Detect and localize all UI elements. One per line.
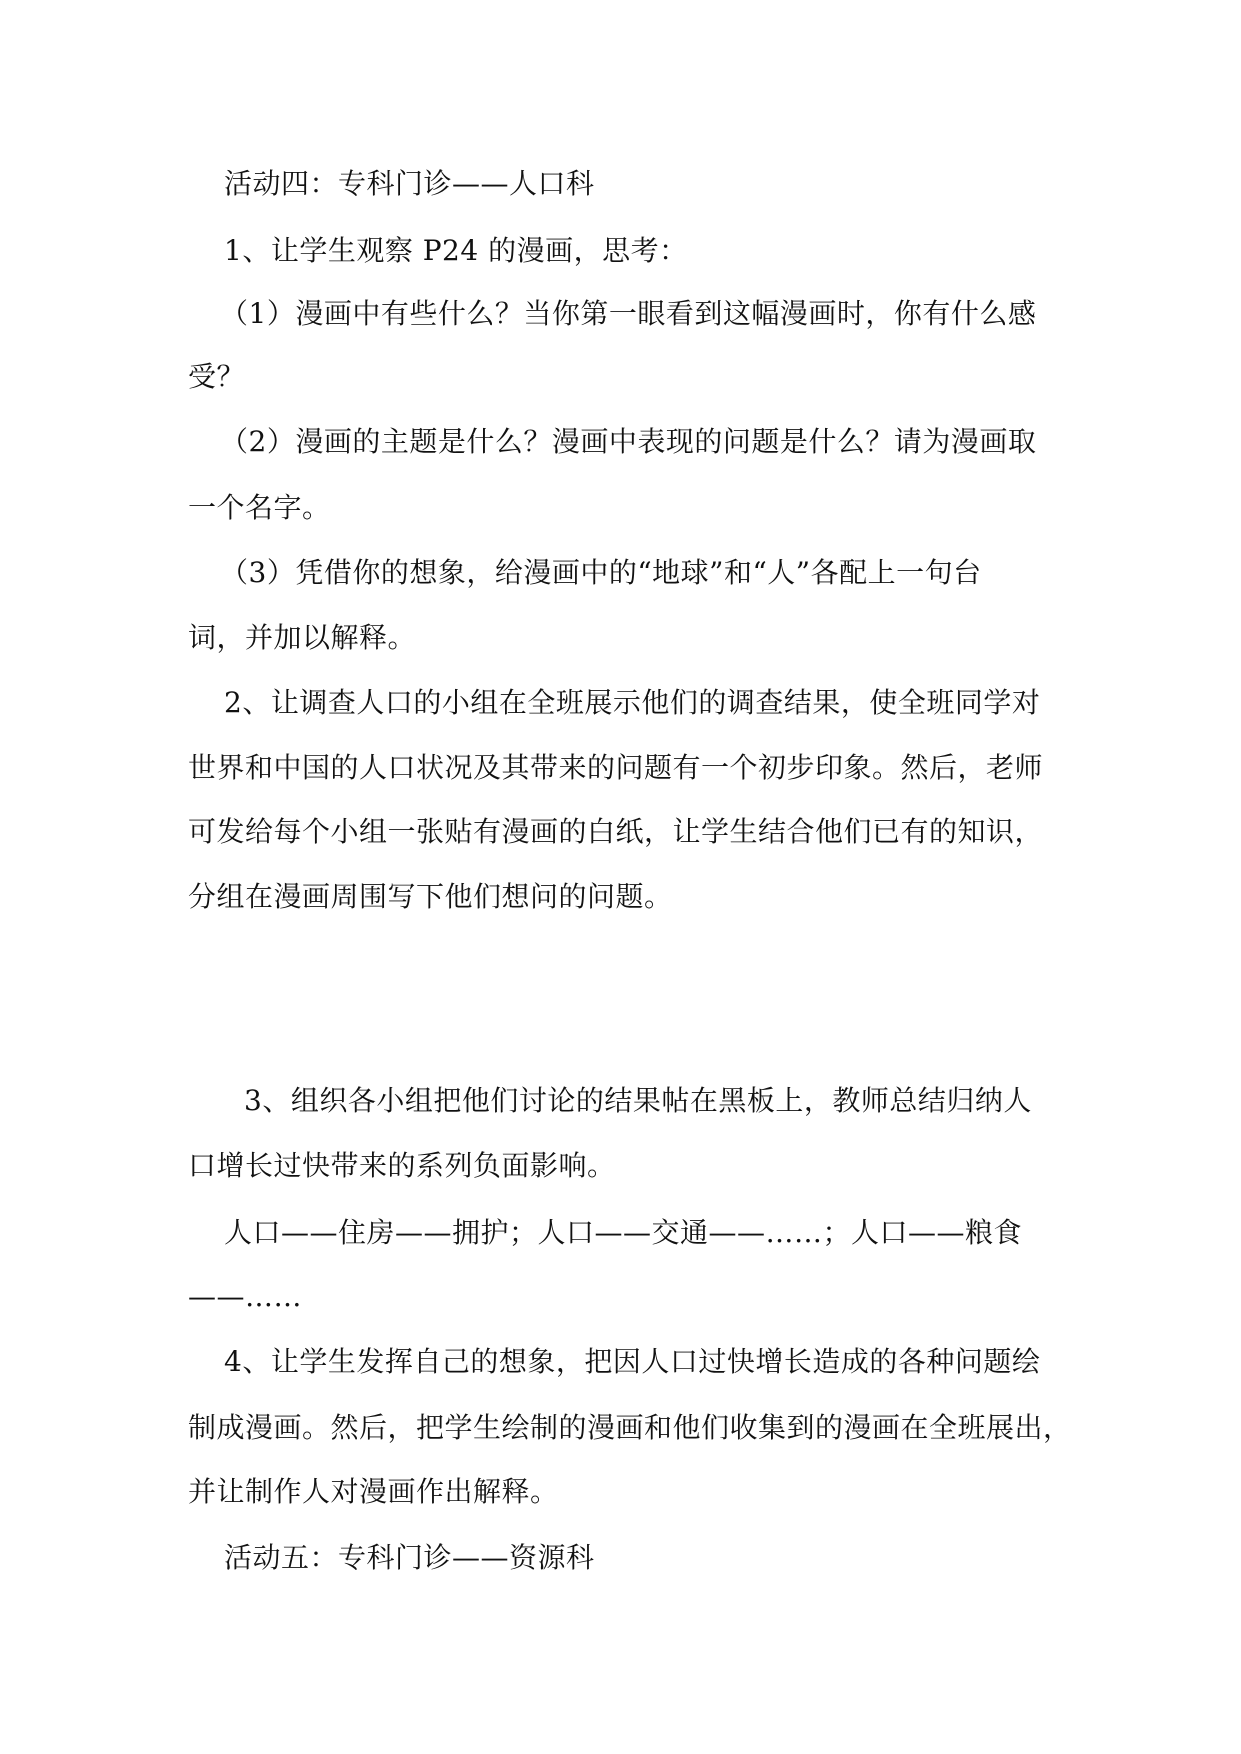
question-1-line-1: （1）漫画中有些什么？当你第一眼看到这幅漫画时，你有什么感 [220, 297, 1037, 330]
item-1-line-1: 1、让学生观察 P24 的漫画，思考： [224, 234, 688, 267]
item-3-line-2: 口增长过快带来的系列负面影响。 [188, 1149, 616, 1182]
impact-line-2: ——…… [188, 1280, 302, 1313]
item-4-line-1: 4、让学生发挥自己的想象，把因人口过快增长造成的各种问题绘 [224, 1345, 1041, 1378]
heading-activity-four: 活动四：专科门诊——人口科 [224, 167, 595, 200]
impact-line-1: 人口——住房——拥护；人口——交通——……；人口——粮食 [224, 1216, 1023, 1249]
question-1-line-2: 受？ [188, 360, 246, 393]
question-2-line-1: （2）漫画的主题是什么？漫画中表现的问题是什么？请为漫画取 [220, 425, 1037, 458]
item-3-line-1: 3、组织各小组把他们讨论的结果帖在黑板上，教师总结归纳人 [244, 1084, 1032, 1117]
heading-activity-five: 活动五：专科门诊——资源科 [224, 1541, 595, 1574]
item-2-line-1: 2、让调查人口的小组在全班展示他们的调查结果，使全班同学对 [224, 686, 1041, 719]
question-3-line-2: 词，并加以解释。 [188, 621, 417, 654]
question-2-line-2: 一个名字。 [188, 491, 331, 524]
item-2-line-2: 世界和中国的人口状况及其带来的问题有一个初步印象。然后，老师 [188, 751, 1044, 784]
item-2-line-3: 可发给每个小组一张贴有漫画的白纸，让学生结合他们已有的知识， [188, 815, 1044, 848]
item-4-line-2: 制成漫画。然后，把学生绘制的漫画和他们收集到的漫画在全班展出， [188, 1411, 1072, 1444]
question-3-line-1: （3）凭借你的想象，给漫画中的“地球”和“人”各配上一句台 [220, 556, 982, 589]
item-4-line-3: 并让制作人对漫画作出解释。 [188, 1475, 559, 1508]
item-2-line-4: 分组在漫画周围写下他们想问的问题。 [188, 880, 673, 913]
